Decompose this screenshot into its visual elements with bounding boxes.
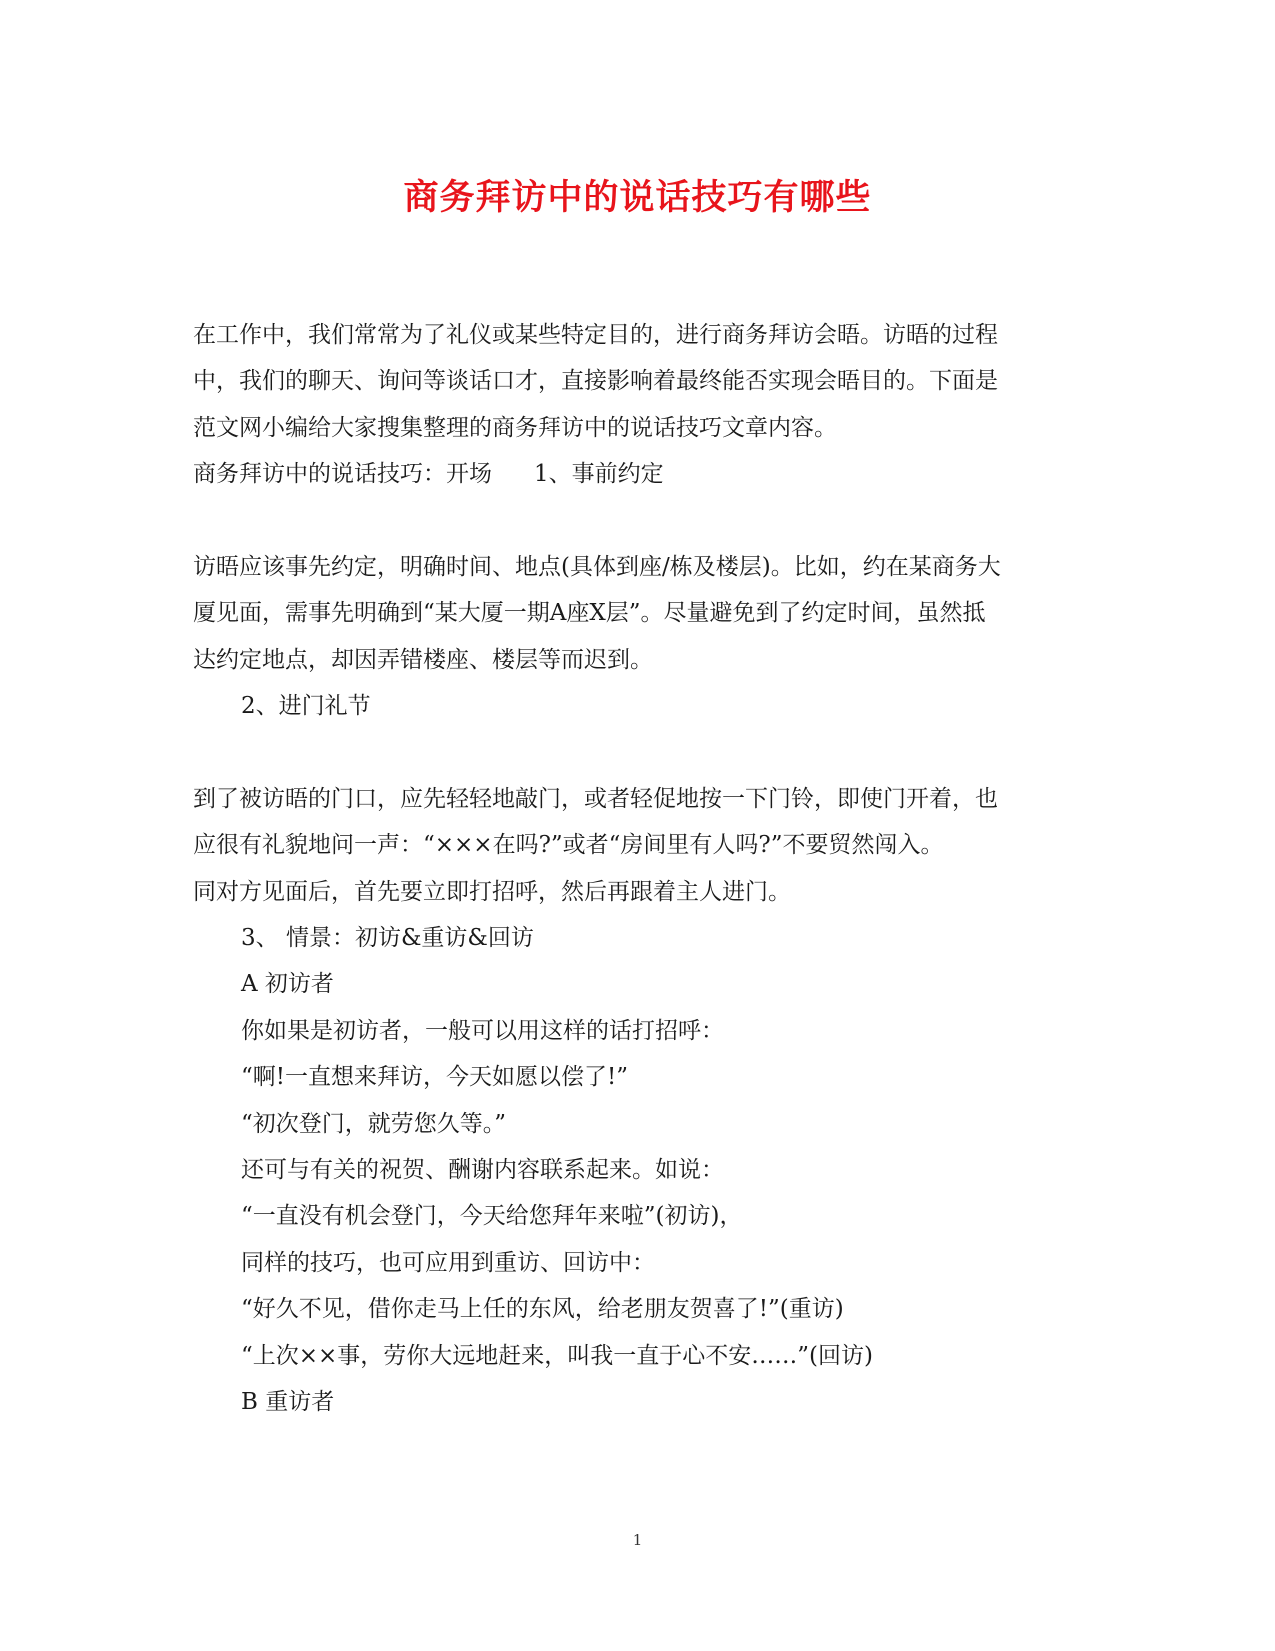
paragraph-line: 访晤应该事先约定，明确时间、地点(具体到座/栋及楼层)。比如，约在某商务大: [193, 554, 1001, 580]
paragraph-line: 同样的技巧，也可应用到重访、回访中：: [241, 1250, 655, 1276]
quote-line: “一直没有机会登门，今天给您拜年来啦”(初访)，: [241, 1203, 743, 1229]
paragraph-line: 达约定地点，却因弄错楼座、楼层等而迟到。: [193, 647, 653, 673]
paragraph-line: 应很有礼貌地问一声：“×××在吗?”或者“房间里有人吗?”不要贸然闯入。: [193, 832, 944, 858]
quote-line: “啊!一直想来拜访，今天如愿以偿了!”: [241, 1064, 629, 1090]
intro-line-2: 中，我们的聊天、询问等谈话口才，直接影响着最终能否实现会晤目的。下面是: [193, 368, 998, 394]
paragraph-line: 厦见面，需事先明确到“某大厦一期A座X层”。尽量避免到了约定时间，虽然抵: [193, 600, 986, 626]
intro-line-1: 在工作中，我们常常为了礼仪或某些特定目的，进行商务拜访会晤。访晤的过程: [193, 322, 998, 348]
section-heading-label: 商务拜访中的说话技巧：开场: [193, 461, 492, 487]
quote-line: “上次××事，劳你大远地赶来，叫我一直于心不安……”(回访): [241, 1343, 874, 1369]
section-heading: [193, 459, 664, 489]
intro-line-3: 范文网小编给大家搜集整理的商务拜访中的说话技巧文章内容。: [193, 415, 837, 441]
subheading-entry-etiquette: 2、进门礼节: [241, 693, 371, 719]
document-title: 商务拜访中的说话技巧有哪些: [403, 177, 872, 218]
quote-line: “初次登门，就劳您久等。”: [241, 1111, 507, 1137]
paragraph-line: 到了被访晤的门口，应先轻轻地敲门，或者轻促地按一下门铃，即使门开着，也: [193, 786, 998, 812]
paragraph-line: 还可与有关的祝贺、酬谢内容联系起来。如说：: [241, 1157, 724, 1183]
page-number: 1: [632, 1531, 643, 1549]
paragraph-line: 同对方见面后，首先要立即打招呼，然后再跟着主人进门。: [193, 879, 791, 905]
quote-line: “好久不见，借你走马上任的东风，给老朋友贺喜了!”(重访): [241, 1296, 844, 1322]
subheading-scenarios: 3、 情景：初访&重访&回访: [241, 925, 534, 951]
subheading-prior-appointment: 1、事前约定: [534, 461, 664, 487]
subheading-repeat-visitor: B 重访者: [241, 1389, 335, 1415]
paragraph-line: 你如果是初访者，一般可以用这样的话打招呼：: [241, 1018, 724, 1044]
subheading-first-visitor: A 初访者: [241, 971, 334, 997]
